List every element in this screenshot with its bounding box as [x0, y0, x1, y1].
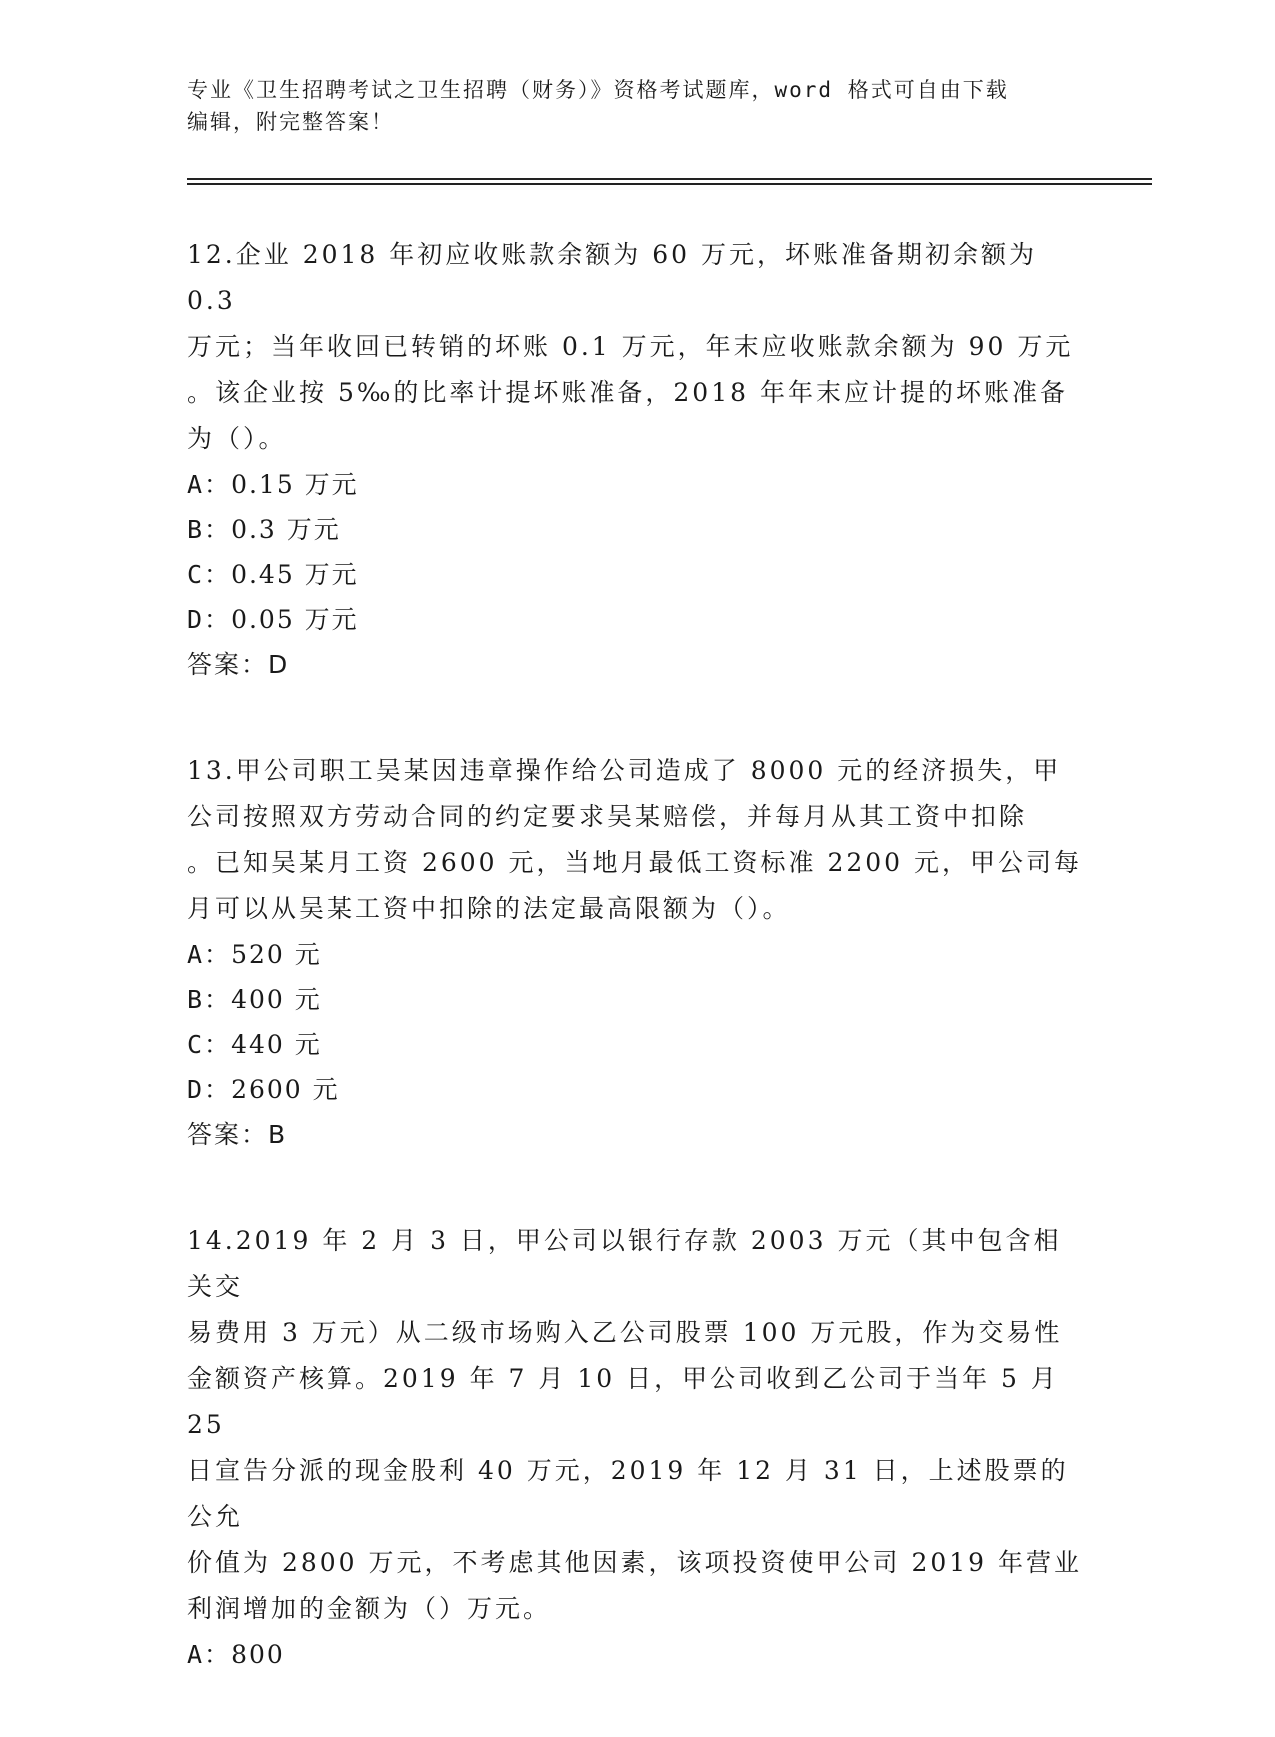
question-line: 日宣告分派的现金股利 40 万元，2019 年 12 月 31 日，上述股票的公允: [187, 1456, 1069, 1531]
question-line: 。已知吴某月工资 2600 元，当地月最低工资标准 2200 元，甲公司每: [187, 848, 1083, 877]
question-14: [187, 1218, 1087, 1677]
question-line: 易费用 3 万元）从二级市场购入乙公司股票 100 万元股，作为交易性: [187, 1318, 1063, 1347]
question-line: 公司按照双方劳动合同的约定要求吴某赔偿，并每月从其工资中扣除: [187, 802, 1028, 831]
question-line: 价值为 2800 万元，不考虑其他因素，该项投资使甲公司 2019 年营业: [187, 1548, 1083, 1577]
question-line: 为（）。: [187, 424, 287, 453]
option-a: A：520 元: [187, 940, 322, 969]
question-line: 利润增加的金额为（）万元。: [187, 1594, 552, 1623]
question-line: 12.企业 2018 年初应收账款余额为 60 万元，坏账准备期初余额为 0.3: [187, 240, 1037, 315]
document-header: [187, 74, 1067, 138]
option-a: A：800: [187, 1640, 285, 1669]
question-line: 月可以从吴某工资中扣除的法定最高限额为（）。: [187, 894, 791, 923]
question-line: 14.2019 年 2 月 3 日，甲公司以银行存款 2003 万元（其中包含相关交: [187, 1226, 1062, 1301]
option-c: C：0.45 万元: [187, 560, 359, 589]
question-list: [187, 232, 1087, 1737]
question-13: [187, 748, 1087, 1158]
option-c: C：440 元: [187, 1030, 322, 1059]
question-line: 13.甲公司职工吴某因违章操作给公司造成了 8000 元的经济损失，甲: [187, 756, 1062, 785]
question-12: [187, 232, 1087, 688]
answer: 答案：B: [187, 1120, 288, 1149]
option-b: B：0.3 万元: [187, 515, 341, 544]
option-a: A：0.15 万元: [187, 470, 359, 499]
answer: 答案：D: [187, 650, 290, 679]
option-d: D：0.05 万元: [187, 605, 359, 634]
header-divider-bottom: [187, 183, 1152, 185]
option-b: B：400 元: [187, 985, 322, 1014]
question-line: 万元；当年收回已转销的坏账 0.1 万元，年末应收账款余额为 90 万元: [187, 332, 1074, 361]
header-line-2: 编辑，附完整答案！: [187, 110, 394, 134]
header-line-1: 专业《卫生招聘考试之卫生招聘（财务）》资格考试题库，word 格式可自由下载: [187, 78, 1009, 102]
question-line: 。该企业按 5‰的比率计提坏账准备，2018 年年末应计提的坏账准备: [187, 378, 1068, 407]
question-line: 金额资产核算。2019 年 7 月 10 日，甲公司收到乙公司于当年 5 月 25: [187, 1364, 1059, 1439]
header-divider-top: [187, 178, 1152, 180]
option-d: D：2600 元: [187, 1075, 340, 1104]
